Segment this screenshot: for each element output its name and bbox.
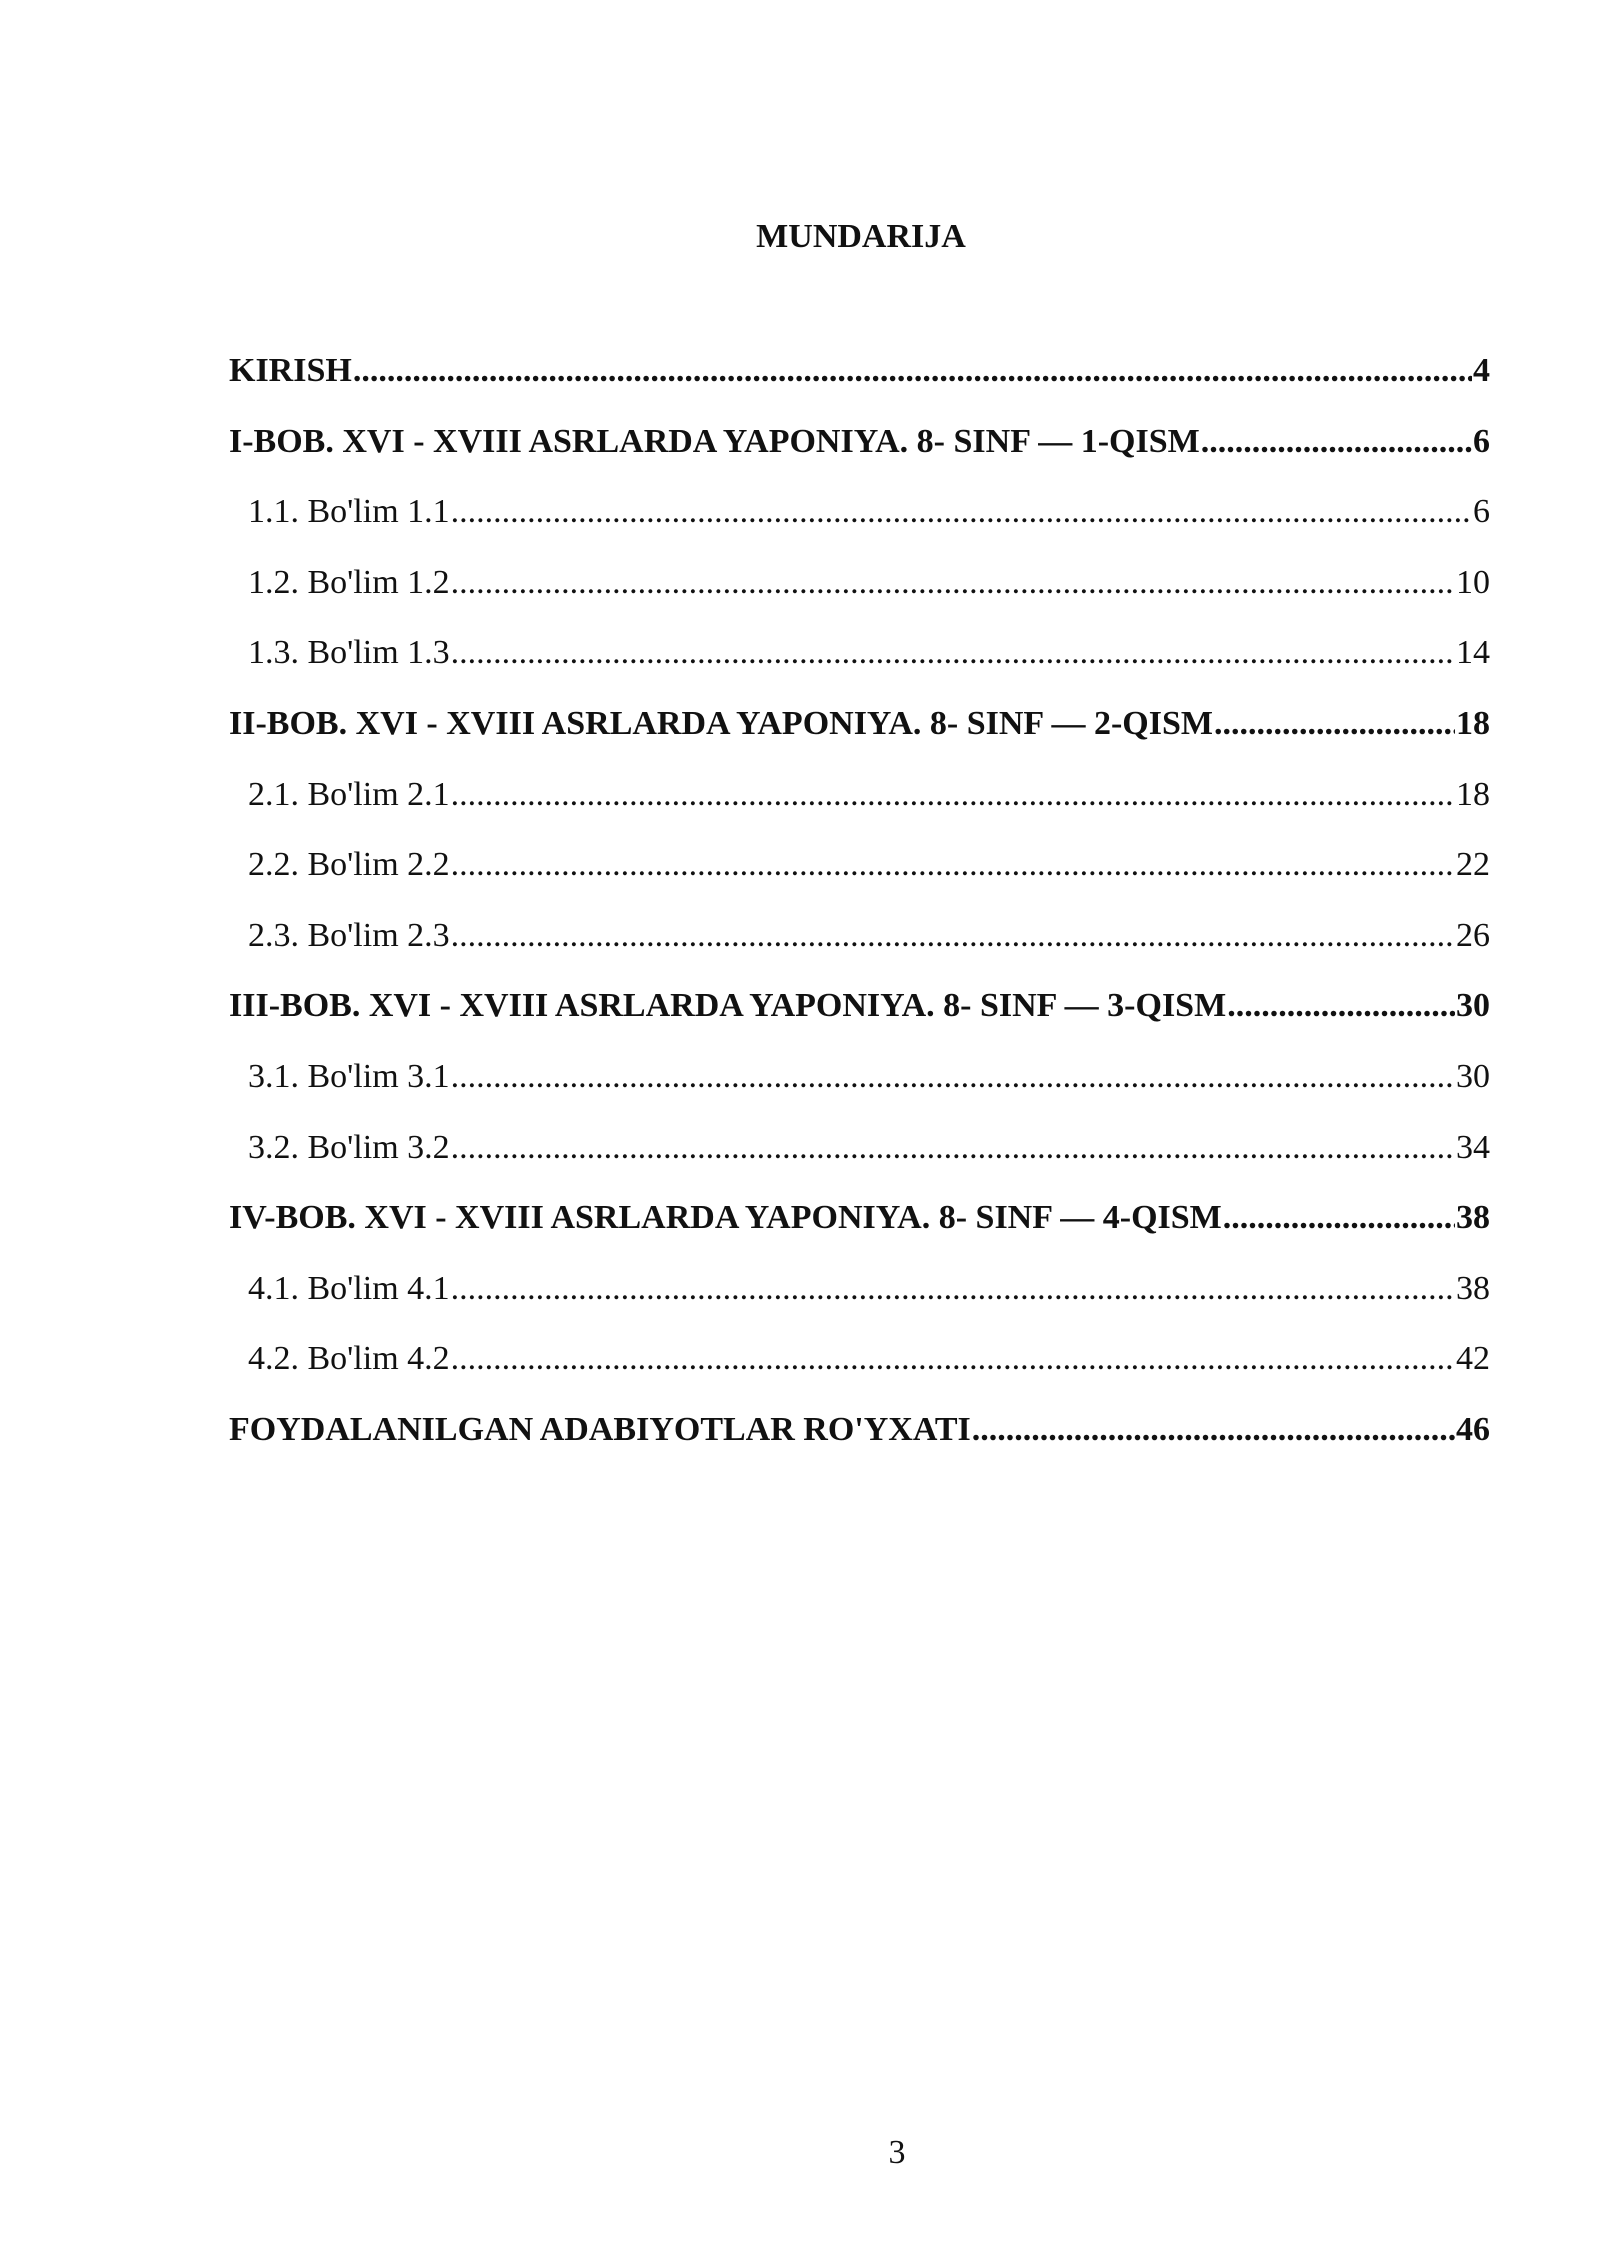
- toc-entry-page: 38: [1456, 1269, 1490, 1307]
- toc-entry-label: IV-BOB. XVI - XVIII ASRLARDA YAPONIYA. 8- SINF — 4-QISM: [229, 1199, 1222, 1237]
- toc-entry-page: 10: [1456, 563, 1490, 601]
- toc-entry-label: 3.2. Bo'lim 3.2: [248, 1128, 450, 1166]
- toc-section-entry[interactable]: [229, 1270, 1490, 1341]
- toc-section-entry[interactable]: [229, 1340, 1490, 1411]
- toc-dot-leader: [451, 564, 1455, 602]
- toc-entry-label: 4.2. Bo'lim 4.2: [248, 1340, 450, 1378]
- toc-dot-leader: [451, 846, 1455, 884]
- toc-entry-label: 2.1. Bo'lim 2.1: [248, 775, 450, 813]
- toc-dot-leader: [1227, 987, 1455, 1025]
- toc-entry-page: 30: [1456, 987, 1490, 1025]
- toc-dot-leader: [451, 493, 1472, 531]
- toc-section-entry[interactable]: [229, 776, 1490, 847]
- toc-entry-page: 18: [1456, 704, 1490, 742]
- toc-chapter-entry[interactable]: [229, 987, 1490, 1058]
- toc-dot-leader: [451, 917, 1455, 955]
- toc-section-entry[interactable]: [229, 1129, 1490, 1200]
- page-title-container: [0, 218, 1600, 256]
- toc-entry-page: 14: [1456, 634, 1490, 672]
- toc-section-entry[interactable]: [229, 493, 1490, 564]
- toc-entry-label: 1.2. Bo'lim 1.2: [248, 563, 450, 601]
- toc-chapter-entry[interactable]: [229, 705, 1490, 776]
- toc-entry-label: II-BOB. XVI - XVIII ASRLARDA YAPONIYA. 8- SINF — 2-QISM: [229, 704, 1213, 742]
- toc-dot-leader: [353, 352, 1472, 390]
- toc-section-entry[interactable]: [229, 1058, 1490, 1129]
- toc-entry-page: 34: [1456, 1128, 1490, 1166]
- toc-dot-leader: [451, 1340, 1455, 1378]
- toc-entry-page: 46: [1456, 1410, 1490, 1448]
- toc-entry-label: 4.1. Bo'lim 4.1: [248, 1269, 450, 1307]
- toc-chapter-entry[interactable]: [229, 352, 1490, 423]
- toc-chapter-entry[interactable]: [229, 423, 1490, 494]
- toc-section-entry[interactable]: [229, 634, 1490, 705]
- toc-entry-label: 2.3. Bo'lim 2.3: [248, 916, 450, 954]
- toc-entry-label: III-BOB. XVI - XVIII ASRLARDA YAPONIYA. 8- SINF — 3-QISM: [229, 987, 1227, 1025]
- toc-chapter-entry[interactable]: [229, 1411, 1490, 1482]
- toc-entry-page: 6: [1473, 493, 1490, 531]
- table-of-contents: [229, 352, 1490, 1482]
- toc-entry-label: KIRISH: [229, 352, 352, 389]
- toc-section-entry[interactable]: [229, 564, 1490, 635]
- toc-dot-leader: [972, 1411, 1455, 1449]
- toc-section-entry[interactable]: [229, 917, 1490, 988]
- toc-entry-page: 26: [1456, 916, 1490, 954]
- toc-entry-label: 2.2. Bo'lim 2.2: [248, 846, 450, 884]
- toc-dot-leader: [451, 634, 1455, 672]
- toc-dot-leader: [1201, 423, 1472, 461]
- toc-entry-label: FOYDALANILGAN ADABIYOTLAR RO'YXATI: [229, 1410, 971, 1448]
- toc-entry-page: 22: [1456, 846, 1490, 884]
- toc-entry-page: 18: [1456, 775, 1490, 813]
- toc-entry-label: 1.3. Bo'lim 1.3: [248, 634, 450, 672]
- toc-entry-page: 38: [1456, 1199, 1490, 1237]
- toc-dot-leader: [451, 1270, 1455, 1308]
- toc-entry-page: 4: [1473, 352, 1490, 389]
- toc-dot-leader: [451, 1058, 1455, 1096]
- toc-chapter-entry[interactable]: [229, 1199, 1490, 1270]
- toc-entry-label: 1.1. Bo'lim 1.1: [248, 493, 450, 531]
- toc-dot-leader: [451, 1129, 1455, 1167]
- toc-dot-leader: [1214, 705, 1455, 743]
- toc-entry-page: 6: [1473, 422, 1490, 460]
- toc-dot-leader: [451, 776, 1455, 814]
- toc-entry-page: 42: [1456, 1340, 1490, 1378]
- page-title: MUNDARIJA: [756, 218, 966, 255]
- toc-entry-label: I-BOB. XVI - XVIII ASRLARDA YAPONIYA. 8- SINF — 1-QISM: [229, 422, 1200, 460]
- page-number: 3: [888, 2134, 906, 2171]
- toc-entry-page: 30: [1456, 1057, 1490, 1095]
- toc-section-entry[interactable]: [229, 846, 1490, 917]
- toc-entry-label: 3.1. Bo'lim 3.1: [248, 1057, 450, 1095]
- toc-dot-leader: [1223, 1199, 1455, 1237]
